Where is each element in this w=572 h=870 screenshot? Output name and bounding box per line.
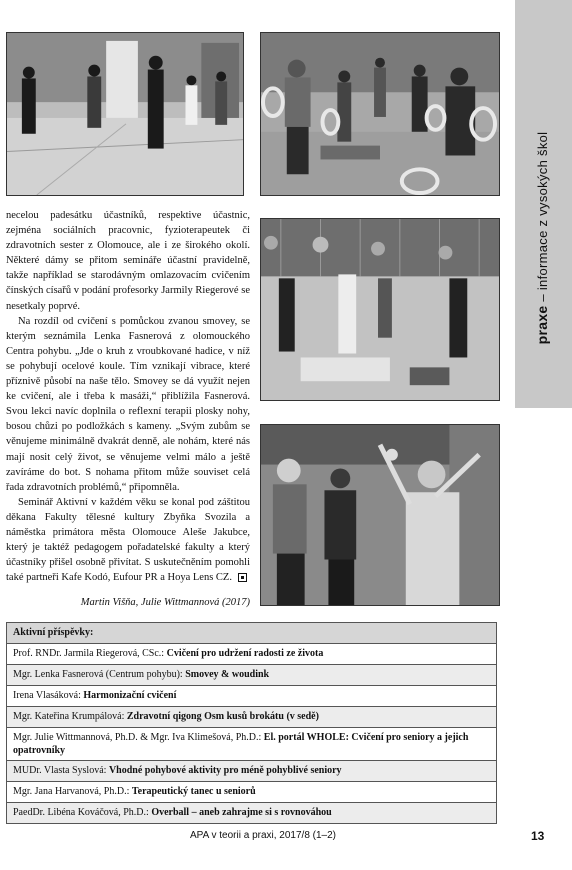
contribution-author: Mgr. Julie Wittmannová, Ph.D. & Mgr. Iva Klimešová, Ph.D.: — [13, 732, 262, 743]
section-label — [534, 132, 550, 345]
contribution-row — [7, 664, 496, 685]
article-body — [6, 208, 250, 585]
contribution-title: Terapeutický tanec u seniorů — [131, 786, 256, 797]
page-number: 13 — [531, 829, 545, 843]
contribution-row — [7, 727, 496, 760]
photo-exercise-arms-raised — [260, 424, 500, 606]
contribution-row — [7, 643, 496, 664]
contribution-row — [7, 706, 496, 727]
contribution-row — [7, 760, 496, 781]
article-paragraph: Na rozdíl od cvičení s pomůckou zvanou smovey, se kterým seznámila Lenka Fasnerová z olomouckého Centra pohybu. „Jde o kruh z vroubkované hadice, v níž se pohybují ocelové koule. Tím vznikají vibrace, které příznivě působí na naše tělo. Smovey se dá využít nejen ke cvičení, ale i třeba k masáži,“ přiblížila Fasnerová. Svou lekci navíc doplnila o reflexní terapii plosky nohy, bosou chůzi po podložkách s kameny. „Svým zubům se věnujeme minimálně dvakrát denně, ale nohám, které nás mají nosit celý život, se věnujeme velmi málo a ještě zavíráme do bot. S nohama přitom může souviset celá řada zdravotních problémů,“ připomněla. — [6, 315, 250, 493]
photo-exercise-hoops — [260, 32, 500, 196]
contribution-author: Mgr. Lenka Fasnerová (Centrum pohybu): — [13, 669, 183, 680]
article-paragraph: necelou padesátku účastníků, respektive účastnic, zejména sociálních pracovnic, fyzioterapeutek či zdravotních sester z Olomouce, ale i ze širokého okolí. Některé dámy se přitom semináře účastní pravidelně, takže například se starodávným omlazovacím cvičením čínských císařů v podání profesorky Jarmily Riegerové se nesetkaly poprvé. — [6, 210, 250, 312]
contribution-title: Zdravotní qigong Osm kusů brokátu (v sedě) — [126, 711, 319, 722]
contribution-row — [7, 781, 496, 802]
contribution-title: Overball – aneb zahrajme si s rovnováhou — [151, 807, 332, 818]
contribution-author: MUDr. Vlasta Syslová: — [13, 765, 107, 776]
end-of-article-mark — [238, 573, 247, 582]
contribution-row — [7, 802, 496, 823]
photo-exercise-balls — [260, 218, 500, 401]
contribution-title: El. portál WHOLE: Cvičení pro seniory a jejich opatrovníky — [13, 732, 469, 756]
photo-group-seminar-left — [6, 32, 244, 196]
journal-citation: APA v teorii a praxi, 2017/8 (1–2) — [190, 830, 337, 841]
contribution-title: Harmonizační cvičení — [83, 690, 177, 701]
contribution-author: Mgr. Jana Harvanová, Ph.D.: — [13, 786, 130, 797]
section-label-rest: – informace z vysokých škol — [535, 131, 550, 306]
article-paragraph-final — [6, 495, 250, 586]
contribution-row — [7, 685, 496, 706]
contribution-title: Smovey & woudink — [185, 669, 270, 680]
contribution-author: Irena Vlasáková: — [13, 690, 81, 701]
contribution-author: Prof. RNDr. Jarmila Riegerová, CSc.: — [13, 648, 165, 659]
section-label-strong: praxe — [534, 305, 550, 345]
contributions-table — [6, 622, 497, 824]
article-authors: Martin Višňa, Julie Wittmannová (2017) — [80, 597, 250, 608]
contribution-title: Cvičení pro udržení radosti ze života — [166, 648, 324, 659]
contribution-title: Vhodné pohybové aktivity pro méně pohyblivé seniory — [108, 765, 342, 776]
contribution-author: PaedDr. Libéna Kováčová, Ph.D.: — [13, 807, 149, 818]
contributions-heading: Aktivní příspěvky: — [7, 623, 496, 643]
article-paragraph-text: Seminář Aktivní v každém věku se konal pod záštitou děkana Fakulty tělesné kultury Zbyňka Svozila a náměstka primátora města Olomouce Aleše Jakubce, který je taktéž pedagogem pořadatelské fakulty a který účastníky přišel osobně přivítat. S uskutečněním pomohli také partneři Kafe Kodó, Eufour PR a Hoya Lens CZ. — [6, 496, 250, 584]
contribution-author: Mgr. Kateřina Krumpálová: — [13, 711, 125, 722]
